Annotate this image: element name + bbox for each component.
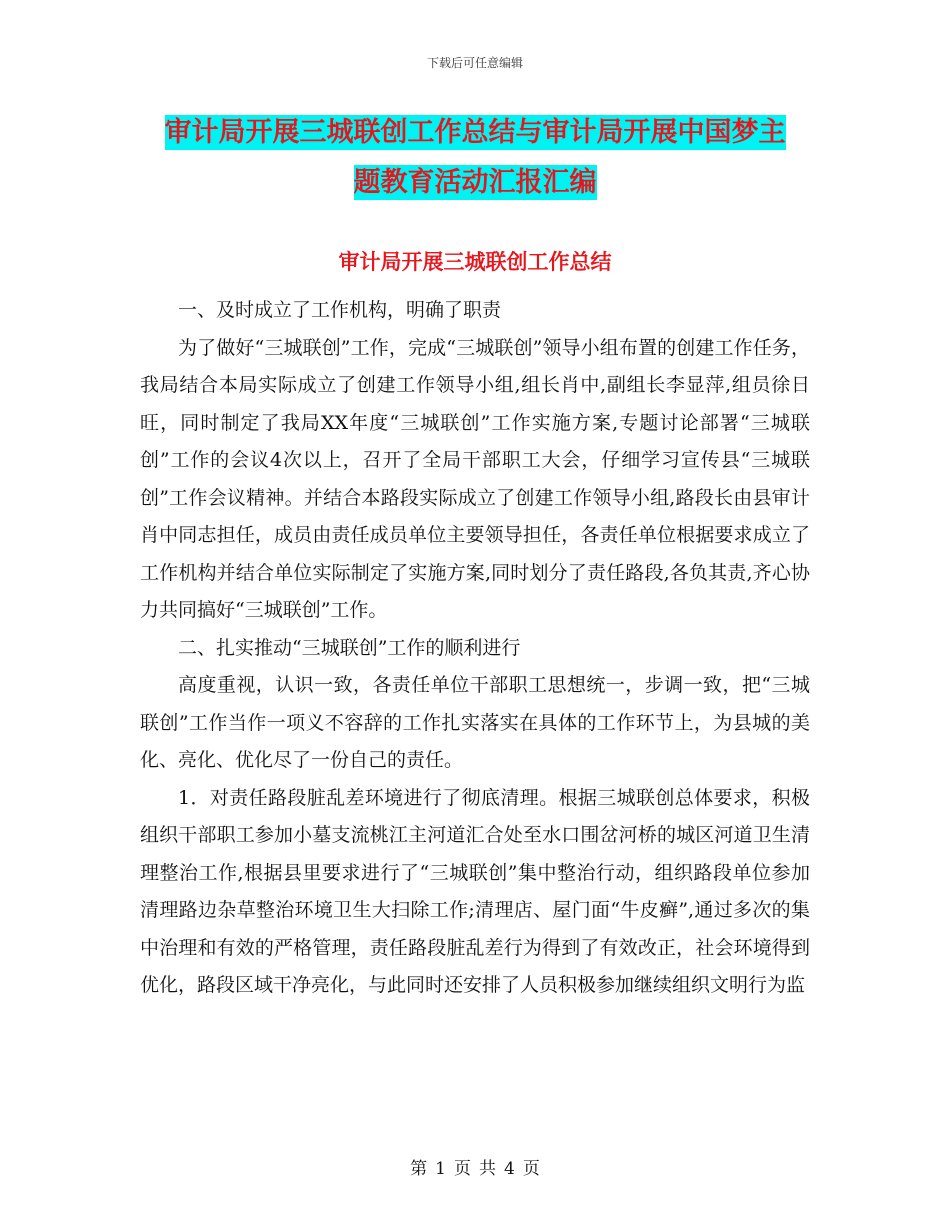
body-paragraph: 高度重视，认识一致，各责任单位干部职工思想统一，步调一致，把“三城联创”工作当作一项义不容辞的工作扎实落实在具体的工作环节上，为县城的美化、亮化、优化尽了一份自己的责任。: [140, 674, 810, 771]
document-title: [140, 108, 810, 208]
header-note: 下载后可任意编辑: [426, 56, 523, 70]
body-paragraph: 为了做好“三城联创”工作，完成“三城联创”领导小组布置的创建工作任务，我局结合本局实际成立了创建工作领导小组,组长肖中,副组长李显萍,组员徐日旺，同时制定了我局XX年度“三城联创”工作实施方案,专题讨论部署“三城联创”工作的会议4次以上，召开了全局干部职工大会，仔细学习宣传县“三城联创”工作会议精神。并结合本路段实际成立了创建工作领导小组,路段长由县审计肖中同志担任，成员由责任成员单位主要领导担任，各责任单位根据要求成立了工作机构并结合单位实际制定了实施方案,同时划分了责任路段,各负其责,齐心协力共同搞好“三城联创”工作。: [140, 336, 810, 621]
document-title-line-2: 题教育活动汇报汇编: [353, 167, 597, 198]
page-footer: [0, 1154, 950, 1179]
heading-paragraph-1: 一、及时成立了工作机构，明确了职责: [178, 299, 502, 321]
heading-paragraph-2: 二、扎实推动“三城联创”工作的顺利进行: [178, 636, 521, 659]
footer-total-prefix: 共: [479, 1159, 496, 1179]
footer-prefix: 第: [410, 1159, 428, 1179]
total-pages: 4: [504, 1159, 515, 1179]
page-number: 1: [435, 1159, 446, 1179]
body-paragraph: 1．对责任路段脏乱差环境进行了彻底清理。根据三城联创总体要求，积极组织干部职工参加小墓支流桃江主河道汇合处至水口围岔河桥的城区河道卫生清理整治工作,根据县里要求进行了“三城联创”集中整治行动，组织路段单位参加清理路边杂草整治环境卫生大扫除工作;清理店、屋门面“牛皮癣”,通过多次的集中治理和有效的严格管理，责任路段脏乱差行为得到了有效改正，社会环境得到优化，路段区域干净亮化，与此同时还安排了人员积极参加继续组织文明行为监: [140, 786, 810, 996]
section-title: 审计局开展三城联创工作总结: [338, 250, 612, 274]
document-title-line-1: 审计局开展三城联创工作总结与审计局开展中国梦主: [164, 117, 786, 148]
document-body: [140, 292, 810, 1005]
footer-suffix: 页: [522, 1159, 540, 1179]
footer-page-word: 页: [454, 1159, 471, 1179]
